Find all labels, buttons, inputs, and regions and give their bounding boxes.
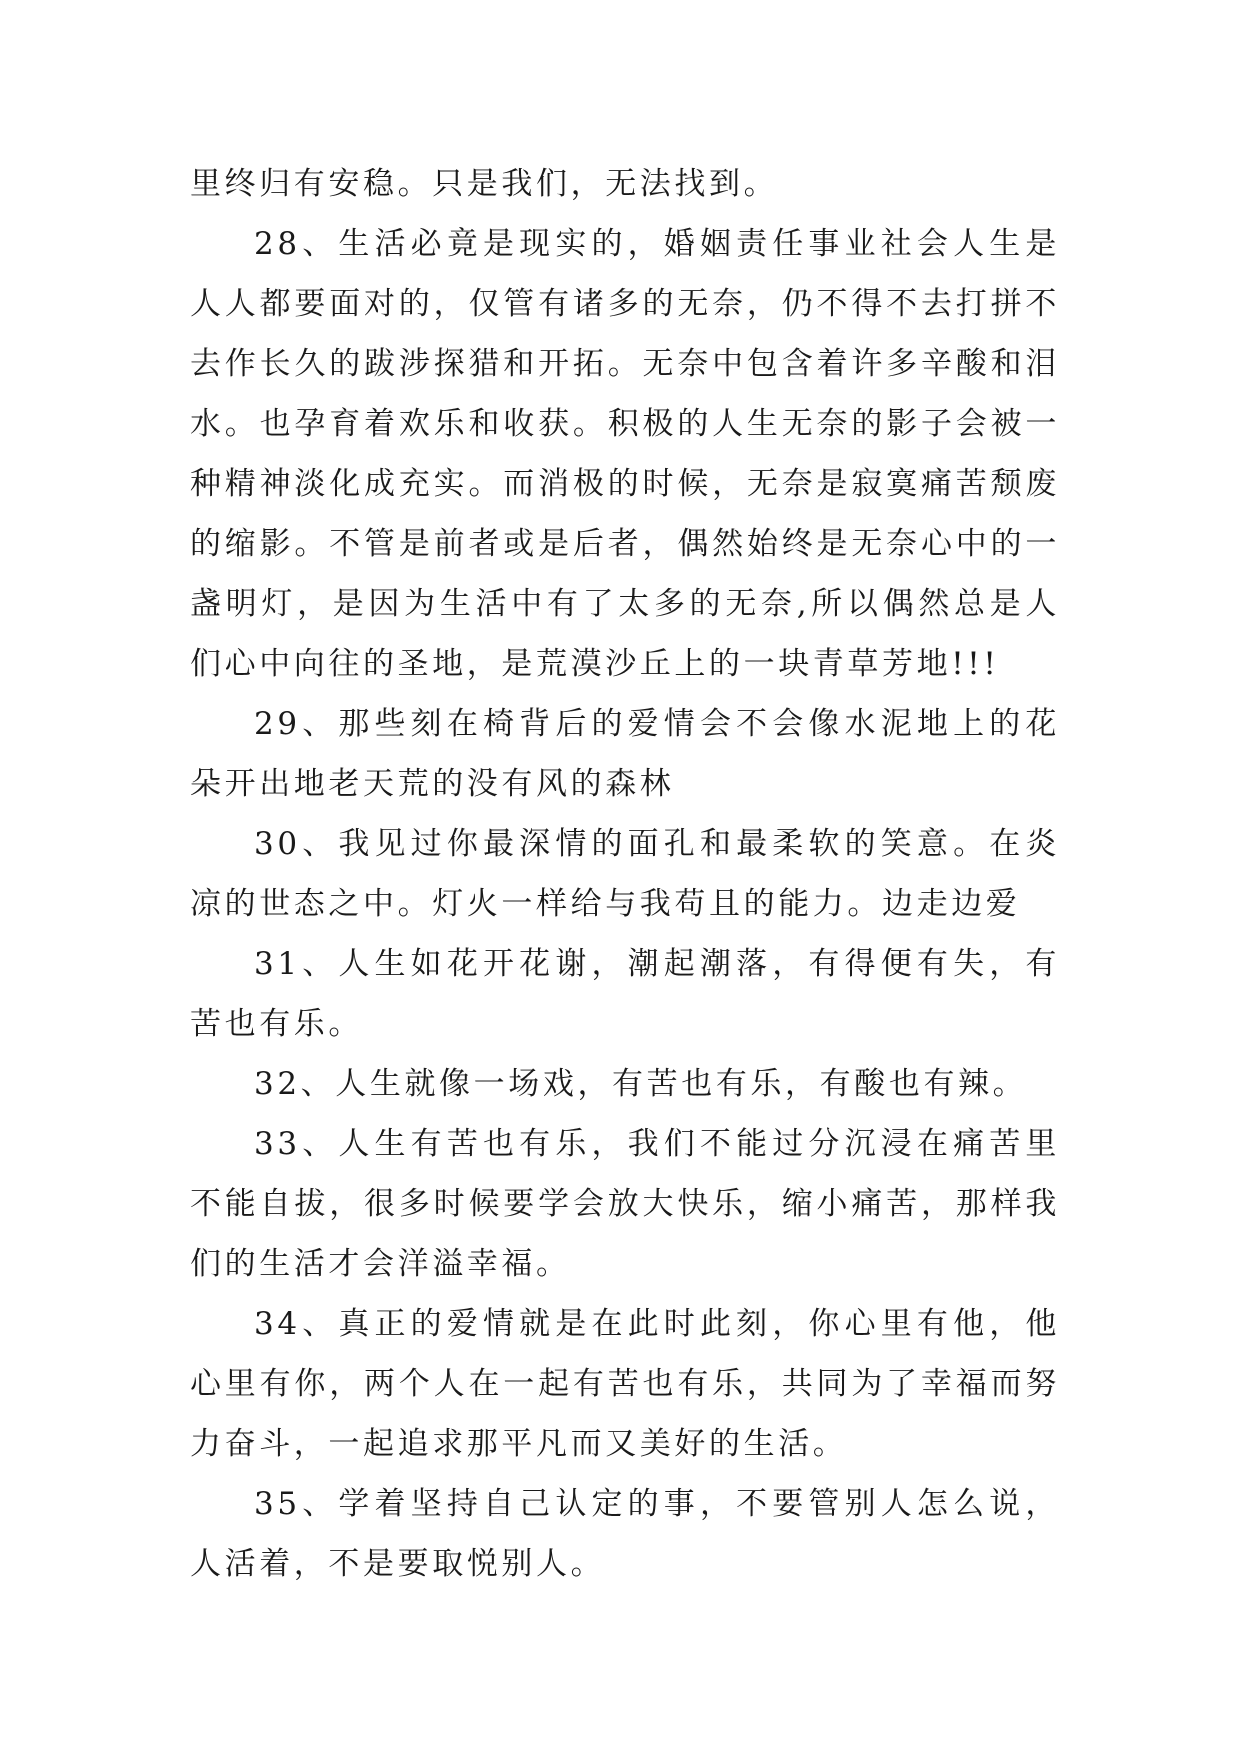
paragraph-32: 32、人生就像一场戏，有苦也有乐，有酸也有辣。 xyxy=(254,1066,1028,1102)
paragraph-31: 31、人生如花开花谢，潮起潮落，有得便有失，有苦也有乐。 xyxy=(190,946,1060,1042)
document-body xyxy=(190,154,1060,1594)
paragraph-29: 29、那些刻在椅背后的爱情会不会像水泥地上的花朵开出地老天荒的没有风的森林 xyxy=(190,706,1060,802)
paragraph-28: 28、生活必竟是现实的，婚姻责任事业社会人生是人人都要面对的，仅管有诸多的无奈，仍不得不去打拼不去作长久的跋涉探猎和开拓。无奈中包含着许多辛酸和泪水。也孕育着欢乐和收获。积极的人生无奈的影子会被一种精神淡化成充实。而消极的时候，无奈是寂寞痛苦颓废的缩影。不管是前者或是后者，偶然始终是无奈心中的一盏明灯，是因为生活中有了太多的无奈,所以偶然总是人们心中向往的圣地，是荒漠沙丘上的一块青草芳地!!! xyxy=(190,226,1060,682)
paragraph-continuation: 里终归有安稳。只是我们，无法找到。 xyxy=(190,166,779,202)
paragraph-33: 33、人生有苦也有乐，我们不能过分沉浸在痛苦里不能自拔，很多时候要学会放大快乐，缩小痛苦，那样我们的生活才会洋溢幸福。 xyxy=(190,1126,1060,1282)
paragraph-30: 30、我见过你最深情的面孔和最柔软的笑意。在炎凉的世态之中。灯火一样给与我苟且的能力。边走边爱 xyxy=(190,826,1060,922)
paragraph-34: 34、真正的爱情就是在此时此刻，你心里有他，他心里有你，两个人在一起有苦也有乐，共同为了幸福而努力奋斗，一起追求那平凡而又美好的生活。 xyxy=(190,1306,1060,1462)
paragraph-35: 35、学着坚持自己认定的事，不要管别人怎么说，人活着，不是要取悦别人。 xyxy=(190,1486,1060,1582)
